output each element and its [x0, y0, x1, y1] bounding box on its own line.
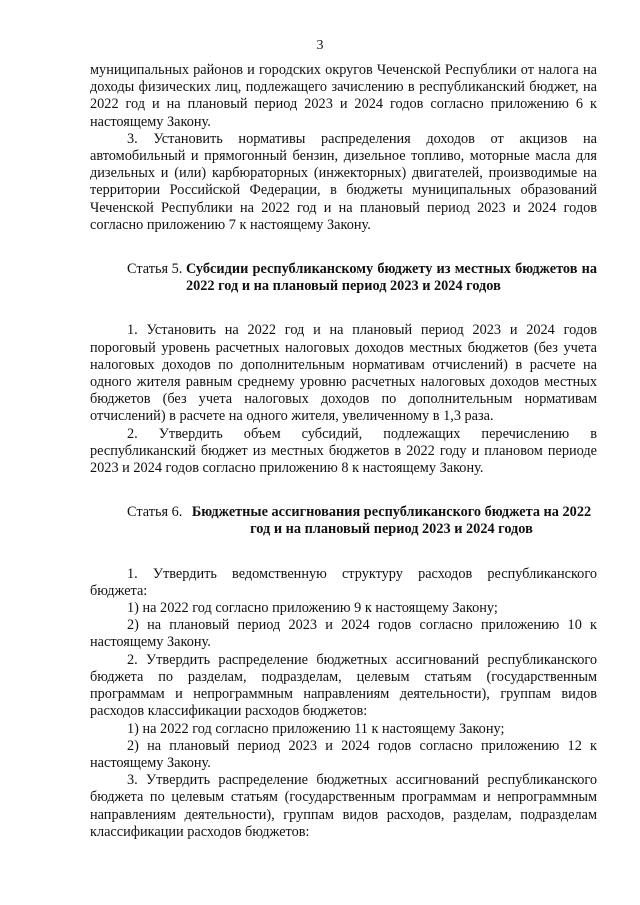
article-6-item-1-2: 2) на плановый период 2023 и 2024 годов согласно приложению 10 к настоящему Закону.: [90, 617, 597, 651]
article-5-paragraph-1: 1. Установить на 2022 год и на плановый период 2023 и 2024 годов пороговый уровень расчетных налоговых доходов местных бюджетов (без учета налоговых доходов по дополнительным нормативам отчислений) в расчете на одного жителя равным среднему уровню расчетных налоговых доходов местных бюджетов (без учета налоговых доходов по дополнительным нормативам отчислений) в расчете на одного жителя, увеличенному в 1,3 раза.: [90, 322, 597, 425]
article-6-item-1-1: 1) на 2022 год согласно приложению 9 к настоящему Закону;: [127, 600, 498, 617]
document-body: [90, 62, 597, 841]
article-6-title: Бюджетные ассигнования республиканского бюджета на 2022 год и на плановый период 2023 и 2024 годов: [191, 504, 592, 538]
article-6-label: Статья 6.: [127, 504, 186, 521]
article-6-paragraph-2: 2. Утвердить распределение бюджетных ассигнований республиканского бюджета по разделам, подразделам, целевым статьям (государственным программам и непрограммным направлениям деятельности), группам видов расходов классификации расходов бюджетов:: [90, 651, 597, 720]
article-6-paragraph-3: 3. Утвердить распределение бюджетных ассигнований республиканского бюджета по целевым статьям (государственным программам и непрограммным направлениям деятельности), группам видов расходов, разделам, подразделам классификации расходов бюджетов:: [90, 772, 597, 840]
article-5-heading: [90, 261, 597, 295]
page-number: 3: [316, 38, 324, 53]
article-6-item-2-2: 2) на плановый период 2023 и 2024 годов согласно приложению 12 к настоящему Закону.: [90, 737, 597, 771]
article-6-heading: [90, 504, 597, 538]
paragraph-3: 3. Установить нормативы распределения доходов от акцизов на автомобильный и прямогонный бензин, дизельное топливо, моторные масла для дизельных и (или) карбюраторных (инжекторных) двигателей, производимые на территории Российской Федерации, в бюджеты муниципальных образований Чеченской Республики на 2022 год и на плановый период 2023 и 2024 годов согласно приложению 7 к настоящему Закону.: [90, 130, 597, 233]
article-6-item-2-1: 1) на 2022 год согласно приложению 11 к настоящему Закону;: [127, 720, 505, 737]
paragraph-continued: муниципальных районов и городских округов Чеченской Республики от налога на доходы физических лиц, подлежащего зачислению в республиканский бюджет, на 2022 год и на плановый период 2023 и 2024 годов согласно приложению 6 к настоящему Закону.: [90, 62, 597, 130]
article-5-label: Статья 5.: [127, 261, 186, 278]
article-5-paragraph-2: 2. Утвердить объем субсидий, подлежащих перечислению в республиканский бюджет из местных бюджетов в 2022 году и плановом периоде 2023 и 2024 годов согласно приложению 8 к настоящему Закону.: [90, 425, 597, 477]
article-5-title: Субсидии республиканскому бюджету из местных бюджетов на 2022 год и на плановый период 2023 и 2024 годов: [185, 261, 597, 295]
article-6-paragraph-1: 1. Утвердить ведомственную структуру расходов республиканского бюджета:: [90, 565, 597, 599]
